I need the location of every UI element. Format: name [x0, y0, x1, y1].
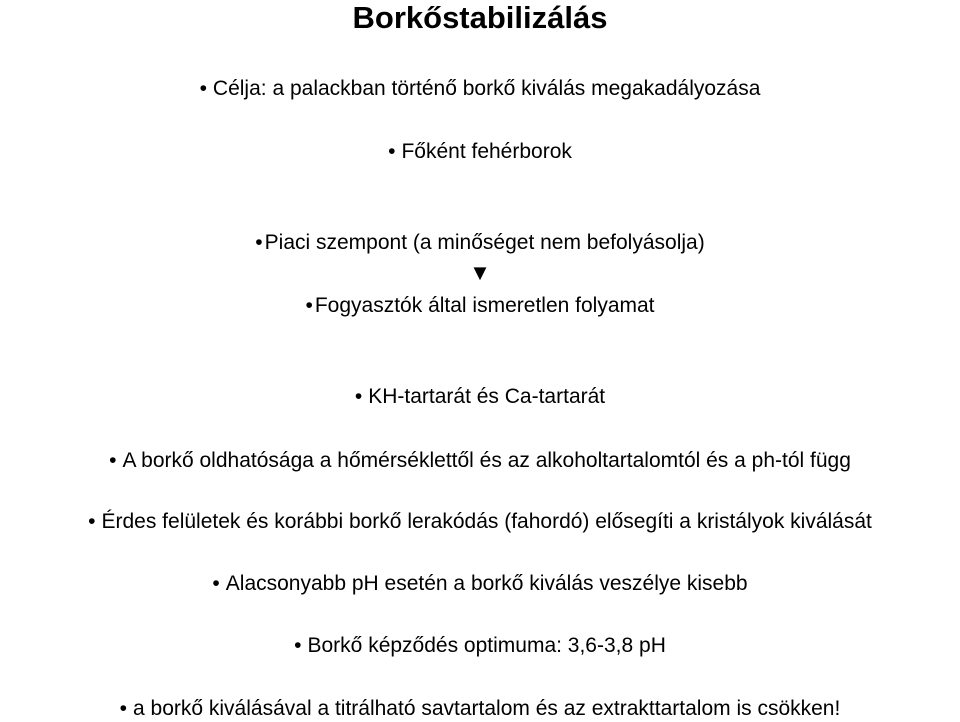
- bullet-marker: •: [255, 231, 263, 254]
- bullet-item: [0, 571, 960, 597]
- bullet-text: a borkő kiválásával a titrálható savtartalom és az extrakttartalom is csökken!: [133, 697, 841, 720]
- bullet-text: Borkő képződés optimuma: 3,6-3,8 pH: [307, 634, 666, 657]
- bullet-marker: •: [354, 385, 363, 408]
- bullet-item: [0, 633, 960, 659]
- bullet-item: [0, 448, 960, 474]
- slide-title: Borkőstabilizálás: [352, 0, 608, 35]
- bullet-marker: •: [305, 294, 313, 317]
- bullet-text: Főként fehérborok: [401, 140, 572, 163]
- bullet-text: A borkő oldhatósága a hőmérséklettől és az alkoholtartalomtól és a ph-tól függ: [122, 449, 851, 472]
- bullet-marker: •: [212, 572, 220, 595]
- bullet-item: [0, 696, 960, 722]
- bullet-text: Fogyasztók által ismeretlen folyamat: [314, 294, 655, 317]
- bullet-marker: •: [119, 697, 128, 720]
- bullet-text: Piaci szempont (a minőséget nem befolyásolja): [264, 231, 705, 254]
- bullet-item: [0, 293, 960, 319]
- bullet-marker: •: [88, 510, 96, 533]
- bullet-item: [0, 384, 960, 410]
- bullet-item: [0, 230, 960, 256]
- bullet-item: [0, 139, 960, 165]
- bullet-item: [0, 76, 960, 102]
- bullet-marker: •: [109, 449, 117, 472]
- bullet-item: [0, 509, 960, 535]
- bullet-text: Érdes felületek és korábbi borkő lerakódás (fahordó) elősegíti a kristályok kiválását: [101, 510, 872, 533]
- bullet-text: KH-tartarát és Ca-tartarát: [368, 385, 606, 408]
- bullet-marker: •: [294, 634, 302, 657]
- bullet-text: Célja: a palackban történő borkő kiválás megakadályozása: [212, 77, 761, 100]
- bullet-marker: •: [199, 77, 207, 100]
- down-arrow-icon: ▼: [469, 260, 491, 285]
- bullet-text: Alacsonyabb pH esetén a borkő kiválás veszélye kisebb: [225, 572, 748, 595]
- bullet-marker: •: [388, 140, 396, 163]
